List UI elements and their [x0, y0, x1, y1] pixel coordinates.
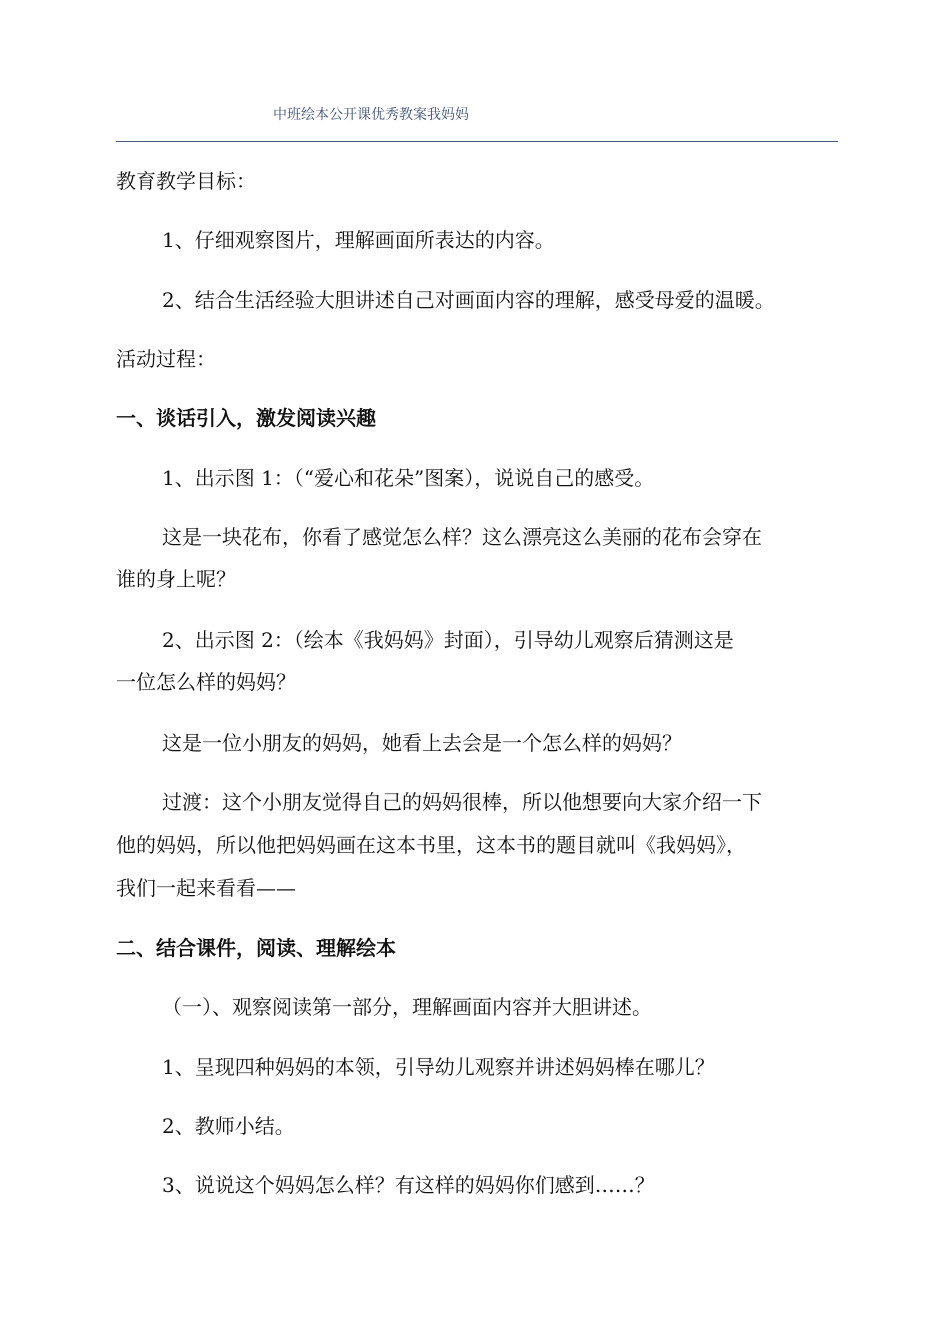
section-2-item-3: 3、说说这个妈妈怎么样？有这样的妈妈你们感到……？	[162, 1173, 655, 1197]
goal-heading: 教育教学目标：	[116, 169, 256, 193]
section-2-subsection-1: （一）、观察阅读第一部分，理解画面内容并大胆讲述。	[162, 995, 652, 1019]
process-heading: 活动过程：	[116, 347, 216, 371]
goal-item-2: 2、结合生活经验大胆讲述自己对画面内容的理解，感受母爱的温暖。	[162, 288, 775, 312]
section-1-paragraph-1-line-1: 这是一块花布，你看了感觉怎么样？这么漂亮这么美丽的花布会穿在	[162, 525, 762, 549]
header-title: 中班绘本公开课优秀教案我妈妈	[273, 107, 469, 123]
goal-item-1: 1、仔细观察图片，理解画面所表达的内容。	[162, 228, 555, 252]
section-1-paragraph-3-line-2: 他的妈妈，所以他把妈妈画在这本书里，这本书的题目就叫《我妈妈》，	[116, 833, 746, 857]
section-1-paragraph-2: 这是一位小朋友的妈妈，她看上去会是一个怎么样的妈妈？	[162, 731, 682, 755]
section-1-item-2-line-1: 2、出示图 2：（绘本《我妈妈》封面），引导幼儿观察后猜测这是	[162, 628, 734, 652]
section-1-paragraph-3-line-3: 我们一起来看看——	[116, 876, 296, 900]
section-2-item-1: 1、呈现四种妈妈的本领，引导幼儿观察并讲述妈妈棒在哪儿？	[162, 1055, 715, 1079]
section-1-item-2-line-2: 一位怎么样的妈妈？	[116, 670, 296, 694]
section-1-item-1: 1、出示图 1：（“爱心和花朵”图案），说说自己的感受。	[162, 466, 655, 490]
section-2-item-2: 2、教师小结。	[162, 1114, 295, 1138]
section-1-paragraph-1-line-2: 谁的身上呢？	[116, 567, 236, 591]
section-2-heading: 二、结合课件，阅读、理解绘本	[116, 936, 396, 960]
header-divider	[116, 141, 838, 142]
section-1-heading: 一、谈话引入，激发阅读兴趣	[116, 406, 376, 430]
section-1-paragraph-3-line-1: 过渡：这个小朋友觉得自己的妈妈很棒，所以他想要向大家介绍一下	[162, 790, 762, 814]
